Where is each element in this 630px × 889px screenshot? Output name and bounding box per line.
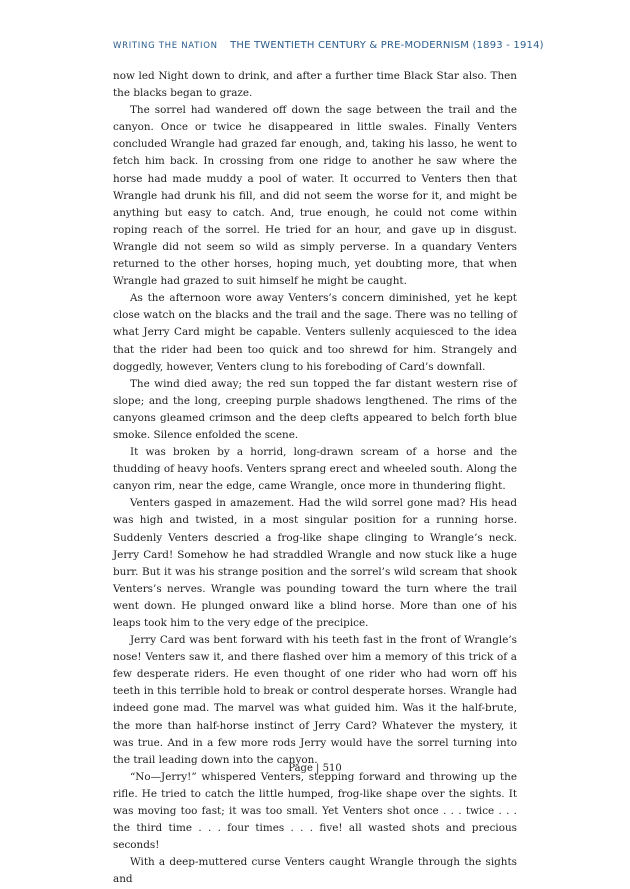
paragraph: The wind died away; the red sun topped the far distant western rise of slope; and the long, creeping purple shadows lengthened. The rims of the canyons gleamed crimson and the deep clefts appeared to belch forth blue smoke. Silence enfolded the scene.	[113, 377, 517, 441]
chapter-title: THE TWENTIETH CENTURY & PRE-MODERNISM (1893 - 1914)	[230, 40, 544, 51]
paragraph: now led Night down to drink, and after a further time Black Star also. Then the blacks began to graze.	[113, 70, 517, 100]
book-series-title: WRITING THE NATION	[113, 41, 218, 51]
paragraph: Venters gasped in amazement. Had the wild sorrel gone mad? His head was high and twisted, in a most singular position for a running horse. Suddenly Venters descried a frog-like shape clinging to Wrangle’s neck. Jerry Card! Somehow he had straddled Wrangle and now stuck like a huge burr. But it was his strange position and the sorrel’s wild scream that shook Venters’s nerves. Wrangle was pounding toward the turn where the trail went down. He plunged onward like a blind horse. More than one of his leaps took him to the very edge of the precipice.	[113, 497, 517, 629]
page-number: Page | 510	[288, 763, 342, 774]
paragraph: The sorrel had wandered off down the sage between the trail and the canyon. Once or twice he disappeared in little swales. Finally Venters concluded Wrangle had grazed far enough, and, taking his lasso, he went to fetch him back. In crossing from one ridge to another he saw where the horse had made muddy a pool of water. It occurred to Venters then that Wrangle had drunk his fill, and did not seem the worse for it, and might be anything but easy to catch. And, true enough, he could not come within roping reach of the sorrel. He tried for an hour, and gave up in disgust. Wrangle did not seem so wild as simply perverse. In a quandary Venters returned to the other horses, hoping much, yet doubting more, that when Wrangle had grazed to suit himself he might be caught.	[113, 104, 517, 288]
paragraph: It was broken by a horrid, long-drawn scream of a horse and the thudding of heavy hoofs. Venters sprang erect and wheeled south. Along the canyon rim, near the edge, came Wrangle, once more in thundering flight.	[113, 446, 517, 493]
paragraph: Jerry Card was bent forward with his teeth fast in the front of Wrangle’s nose! Venters saw it, and there flashed over him a memory of this trick of a few desperate riders. He even thought of one rider who had worn off his teeth in this terrible hold to break or control desperate horses. Wrangle had indeed gone mad. The marvel was what guided him. Was it the half-brute, the more than half-horse instinct of Jerry Card? Whatever the mystery, it was true. And in a few more rods Jerry would have the sorrel turning into the trail leading down into the canyon.	[113, 634, 517, 766]
paragraph: “No—Jerry!” whispered Venters, stepping forward and throwing up the rifle. He tried to catch the little humped, frog-like shape over the sights. It was moving too fast; it was too small. Yet Venters shot once . . . twice . . . the third time . . . four times . . . five! all wasted shots and precious seconds!	[113, 770, 517, 852]
running-header	[113, 40, 544, 51]
paragraph: With a deep-muttered curse Venters caught Wrangle through the sights and	[113, 856, 517, 886]
paragraph: As the afternoon wore away Venters’s concern diminished, yet he kept close watch on the blacks and the trail and the sage. There was no telling of what Jerry Card might be capable. Venters sullenly acquiesced to the idea that the rider had been too quick and too shrewd for him. Strangely and doggedly, however, Venters clung to his foreboding of Card’s downfall.	[113, 292, 517, 373]
